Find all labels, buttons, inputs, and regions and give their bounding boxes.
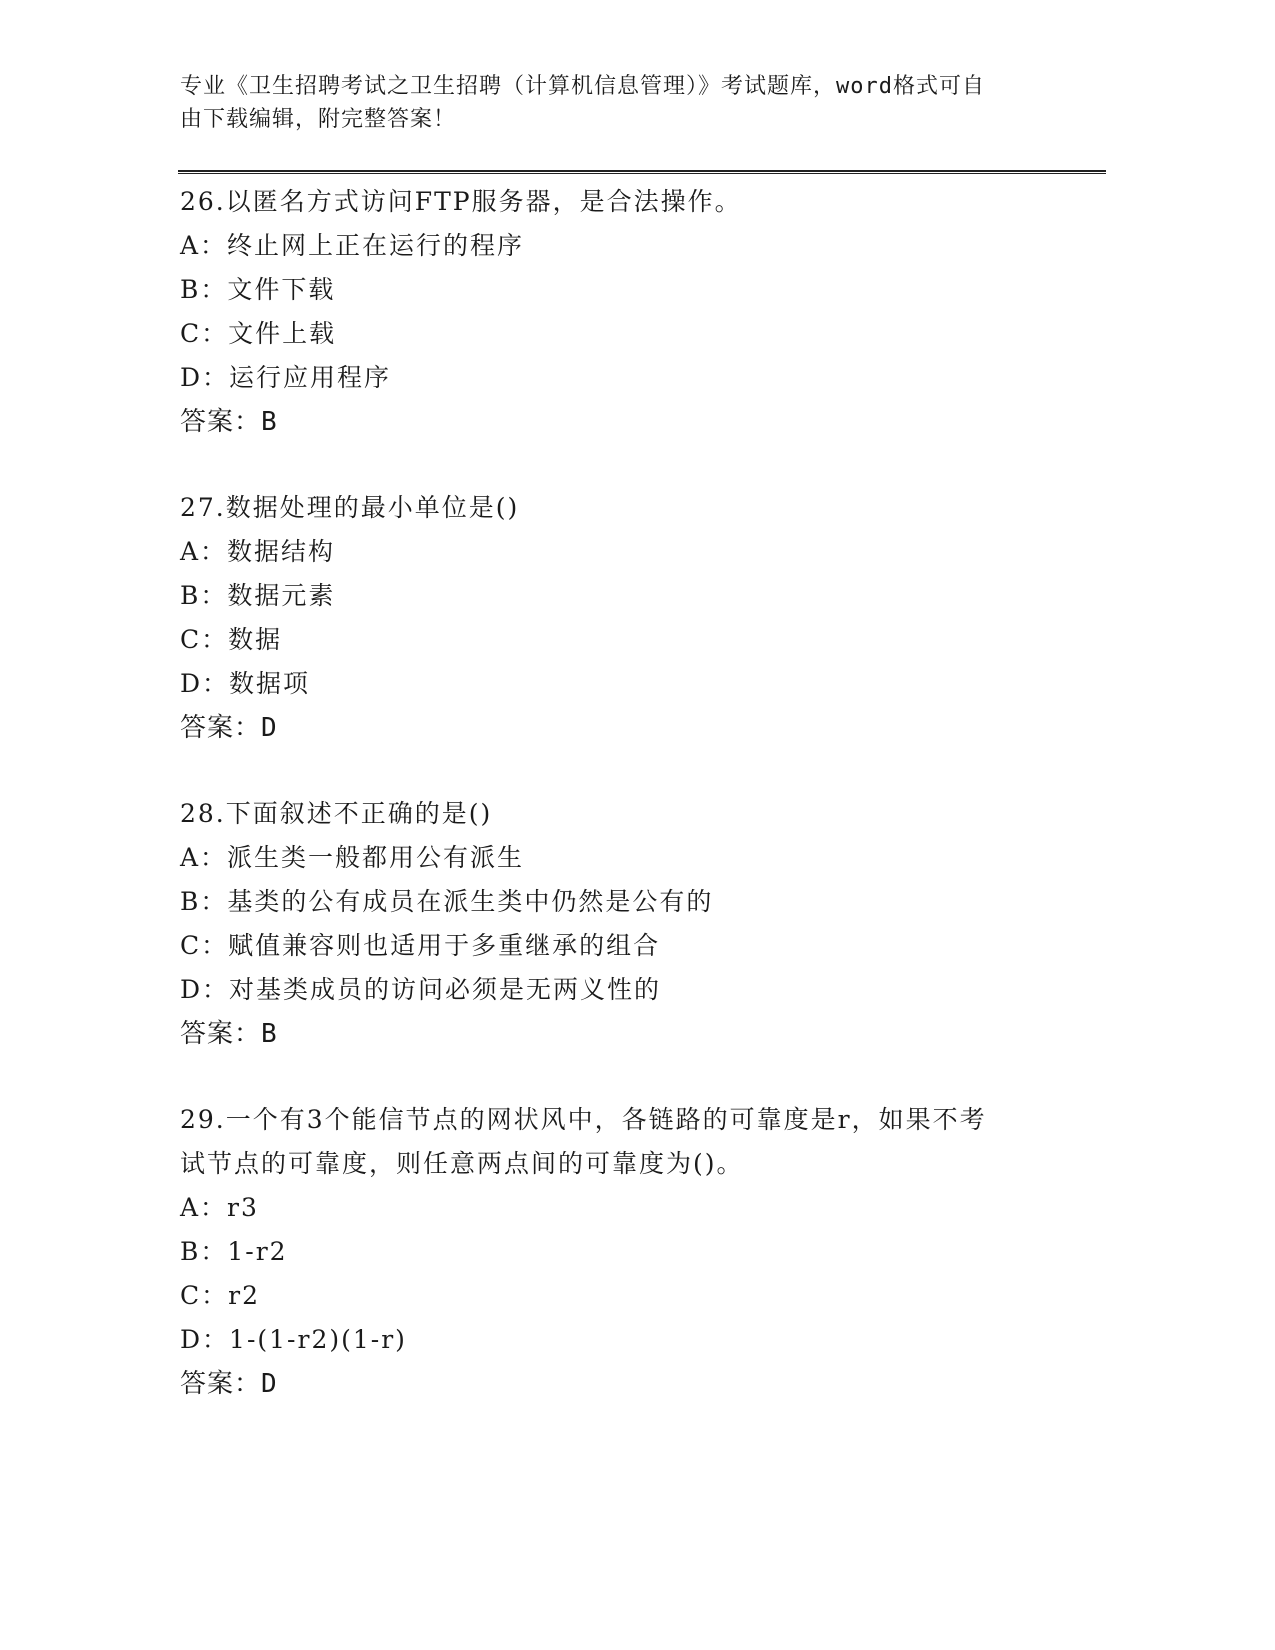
question-26 [180, 180, 1080, 444]
question-list [180, 180, 1080, 1406]
option-d: D：1-(1-r2)(1-r) [180, 1325, 407, 1354]
question-29 [180, 1098, 1080, 1406]
option-b: B：1-r2 [180, 1237, 288, 1266]
header-divider [178, 170, 1106, 174]
question-stem: 28.下面叙述不正确的是() [180, 799, 493, 828]
option-d: D：数据项 [180, 669, 311, 698]
question-spacer [180, 444, 1080, 486]
question-stem-continued: 试节点的可靠度，则任意两点间的可靠度为()。 [180, 1149, 744, 1178]
option-d: D：运行应用程序 [180, 363, 392, 392]
question-spacer [180, 750, 1080, 792]
answer-line: 答案：D [180, 1369, 278, 1399]
option-a: A：r3 [180, 1193, 259, 1222]
question-spacer [180, 1056, 1080, 1098]
question-28 [180, 792, 1080, 1056]
option-c: C：r2 [180, 1281, 260, 1310]
option-c: C：数据 [180, 625, 283, 654]
option-c: C：文件上载 [180, 319, 337, 348]
option-b: B：基类的公有成员在派生类中仍然是公有的 [180, 887, 714, 916]
option-a: A：终止网上正在运行的程序 [180, 231, 525, 260]
option-a: A：数据结构 [180, 537, 336, 566]
question-stem: 29.一个有3个能信节点的网状风中，各链路的可靠度是r，如果不考 [180, 1105, 987, 1134]
answer-line: 答案：D [180, 713, 278, 743]
header-line-2: 由下载编辑，附完整答案！ [180, 107, 457, 132]
header-line-1: 专业《卫生招聘考试之卫生招聘（计算机信息管理）》考试题库，word格式可自 [180, 74, 985, 99]
question-27 [180, 486, 1080, 750]
option-a: A：派生类一般都用公有派生 [180, 843, 525, 872]
document-header [180, 70, 1030, 136]
question-stem: 26.以匿名方式访问FTP服务器，是合法操作。 [180, 187, 742, 216]
option-c: C：赋值兼容则也适用于多重继承的组合 [180, 931, 661, 960]
answer-line: 答案：B [180, 407, 278, 437]
question-stem: 27.数据处理的最小单位是() [180, 493, 520, 522]
option-b: B：数据元素 [180, 581, 336, 610]
option-b: B：文件下载 [180, 275, 336, 304]
answer-line: 答案：B [180, 1019, 278, 1049]
option-d: D：对基类成员的访问必须是无两义性的 [180, 975, 662, 1004]
